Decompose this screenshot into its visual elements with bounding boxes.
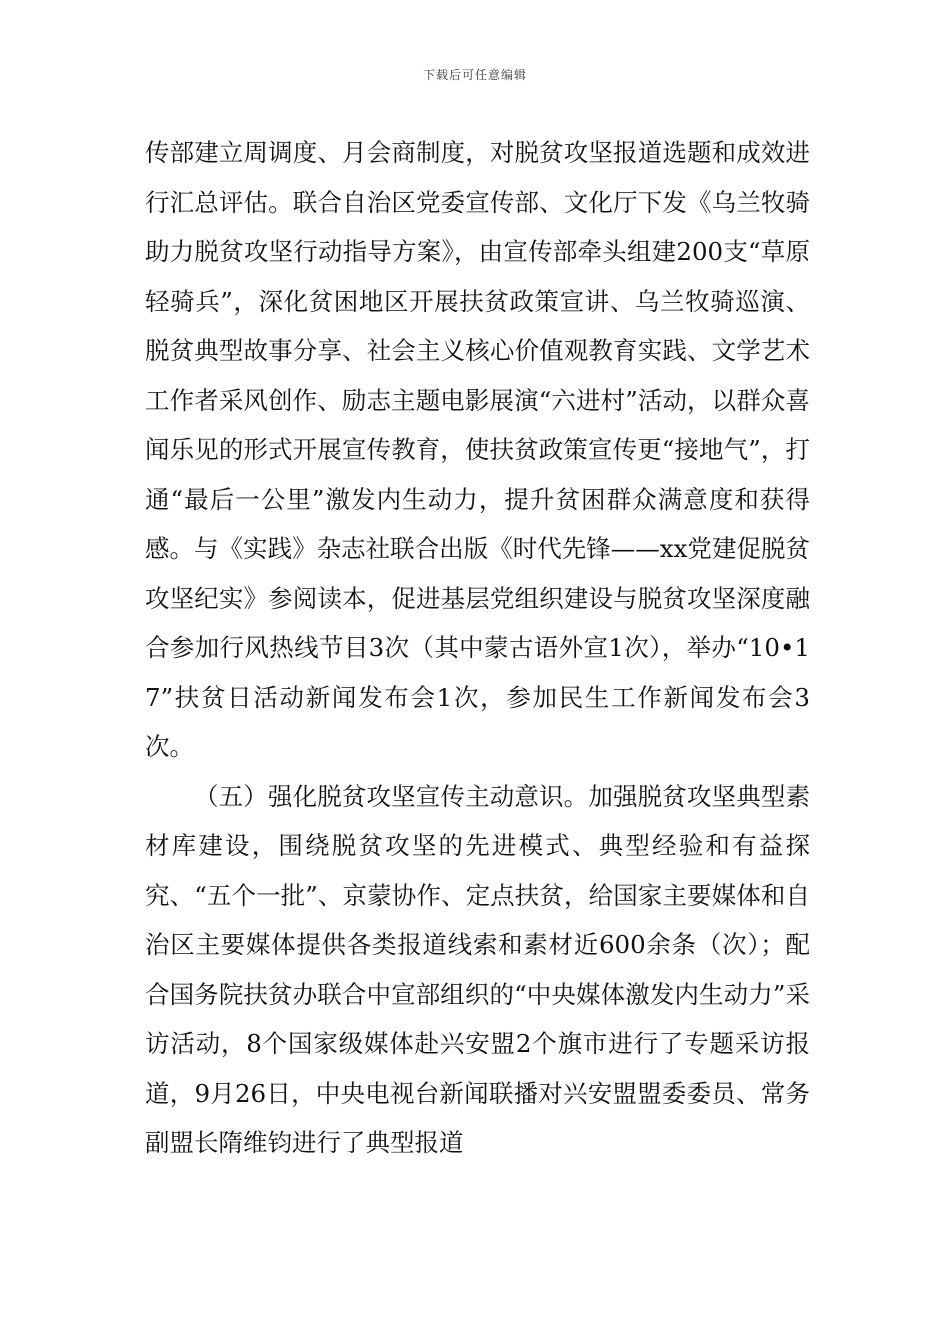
document-body [145, 128, 810, 1168]
paragraph-2: （五）强化脱贫攻坚宣传主动意识。加强脱贫攻坚典型素材库建设，围绕脱贫攻坚的先进模式、典型经验和有益探究、“五个一批”、京蒙协作、定点扶贫，给国家主要媒体和自治区主要媒体提供各类报道线索和素材近600余条（次）；配合国务院扶贫办联合中宣部组织的“中央媒体激发内生动力”采访活动，8个国家级媒体赴兴安盟2个旗市进行了专题采访报道，9月26日，中央电视台新闻联播对兴安盟盟委委员、常务副盟长隋维钧进行了典型报道 [145, 781, 810, 1157]
page-header-note: 下载后可任意编辑 [422, 68, 527, 82]
paragraph-1: 传部建立周调度、月会商制度，对脱贫攻坚报道选题和成效进行汇总评估。联合自治区党委宣传部、文化厅下发《乌兰牧骑助力脱贫攻坚行动指导方案》，由宣传部牵头组建200支“草原轻骑兵”，深化贫困地区开展扶贫政策宣讲、乌兰牧骑巡演、脱贫典型故事分享、社会主义核心价值观教育实践、文学艺术工作者采风创作、励志主题电影展演“六进村”活动，以群众喜闻乐见的形式开展宣传教育，使扶贫政策宣传更“接地气”，打通“最后一公里”激发内生动力，提升贫困群众满意度和获得感。与《实践》杂志社联合出版《时代先锋——xx党建促脱贫攻坚纪实》参阅读本，促进基层党组织建设与脱贫攻坚深度融合参加行风热线节目3次（其中蒙古语外宣1次），举办“10•17”扶贫日活动新闻发布会1次，参加民生工作新闻发布会3次。 [145, 138, 810, 761]
